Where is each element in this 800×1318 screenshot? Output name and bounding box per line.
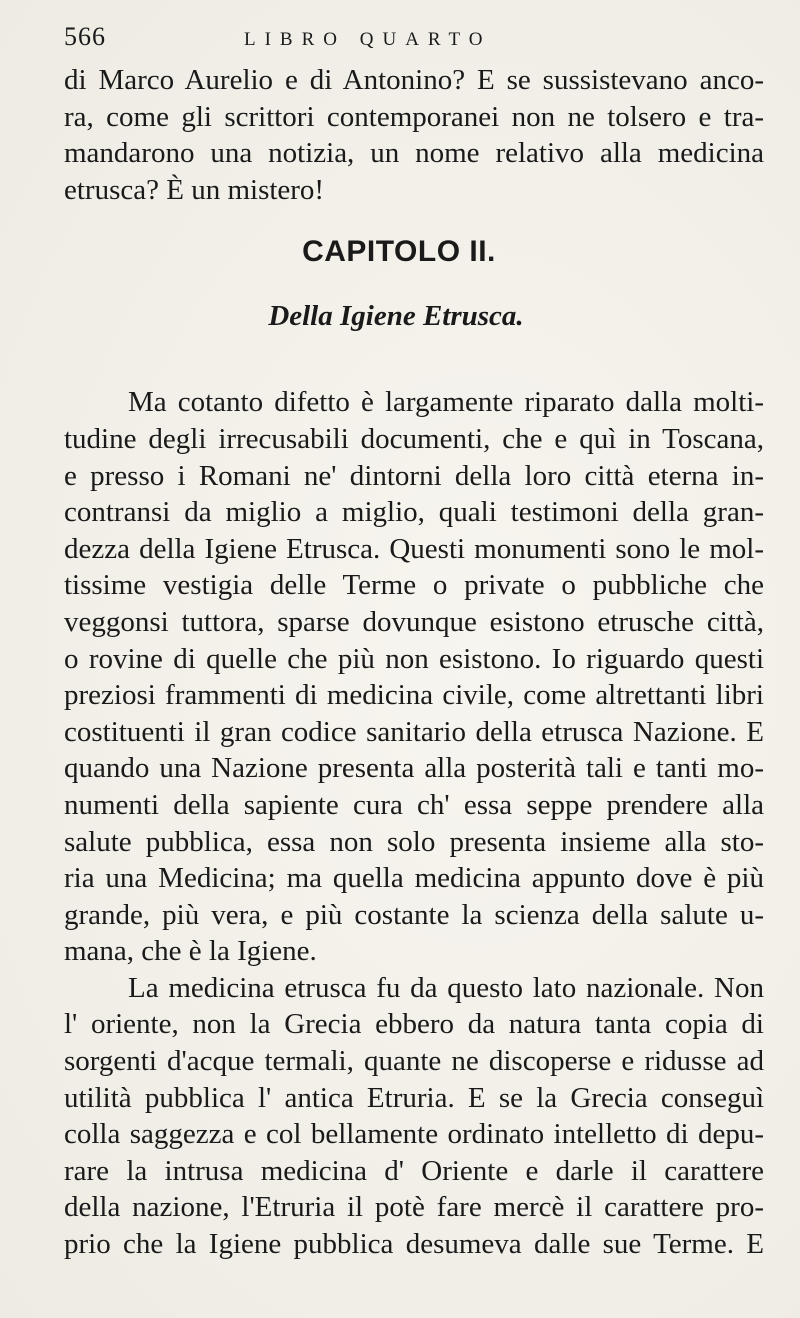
text-line: dezza della Igiene Etrusca. Questi monumenti sono le mol-	[64, 532, 764, 565]
text-line: tudine degli irrecusabili documenti, che e quì in Toscana,	[64, 422, 764, 455]
text-line: etrusca? È un mistero!	[64, 173, 325, 206]
text-line: salute pubblica, essa non solo presenta insieme alla sto-	[64, 825, 764, 858]
text-line: La medicina etrusca fu da questo lato nazionale. Non	[128, 971, 764, 1004]
paragraph-1	[64, 384, 764, 970]
text-line: contransi da miglio a miglio, quali testimoni della gran-	[64, 496, 764, 529]
running-head	[64, 22, 764, 62]
page-number: 566	[64, 22, 106, 51]
text-line: della nazione, l'Etruria il potè fare mercè il carattere pro-	[64, 1191, 764, 1224]
text-line: mana, che è la Igiene.	[64, 935, 317, 968]
text-line: e presso i Romani ne' dintorni della loro città eterna in-	[64, 459, 764, 492]
text-line: ra, come gli scrittori contemporanei non ne tolsero e tra-	[64, 100, 764, 133]
text-line: grande, più vera, e più costante la scienza della salute u-	[64, 898, 764, 931]
running-title: LIBRO QUARTO	[244, 29, 492, 50]
text-line: utilità pubblica l' antica Etruria. E se la Grecia conseguì	[64, 1081, 764, 1114]
text-line: ria una Medicina; ma quella medicina appunto dove è più	[64, 862, 764, 895]
chapter-subtitle: Della Igiene Etrusca.	[268, 300, 524, 333]
text-line: colla saggezza e col bellamente ordinato intelletto di depu-	[64, 1118, 764, 1151]
text-line: Ma cotanto difetto è largamente riparato dalla molti-	[128, 386, 764, 419]
chapter-title: CAPITOLO II.	[302, 235, 496, 269]
paragraph-2	[64, 970, 764, 1263]
intro-text	[64, 62, 764, 208]
text-line: l' oriente, non la Grecia ebbero da natura tanta copia di	[64, 1008, 764, 1041]
text-line: tissime vestigia delle Terme o private o pubbliche che	[64, 569, 764, 602]
text-line: costituenti il gran codice sanitario della etrusca Nazione. E	[64, 715, 764, 748]
text-line: numenti della sapiente cura ch' essa seppe prendere alla	[64, 788, 764, 821]
text-line: rare la intrusa medicina d' Oriente e darle il carattere	[64, 1154, 764, 1187]
text-line: veggonsi tuttora, sparse dovunque esistono etrusche città,	[64, 605, 764, 638]
text-line: preziosi frammenti di medicina civile, come altrettanti libri	[64, 679, 764, 712]
text-line: prio che la Igiene pubblica desumeva dalle sue Terme. E	[64, 1228, 764, 1261]
text-line: o rovine di quelle che più non esistono. Io riguardo questi	[64, 642, 764, 675]
text-line: di Marco Aurelio e di Antonino? E se sussistevano anco-	[64, 64, 764, 96]
text-line: quando una Nazione presenta alla posterità tali e tanti mo-	[64, 752, 764, 785]
text-line: mandarono una notizia, un nome relativo alla medicina	[64, 137, 764, 170]
text-line: sorgenti d'acque termali, quante ne discoperse e ridusse ad	[64, 1045, 764, 1078]
